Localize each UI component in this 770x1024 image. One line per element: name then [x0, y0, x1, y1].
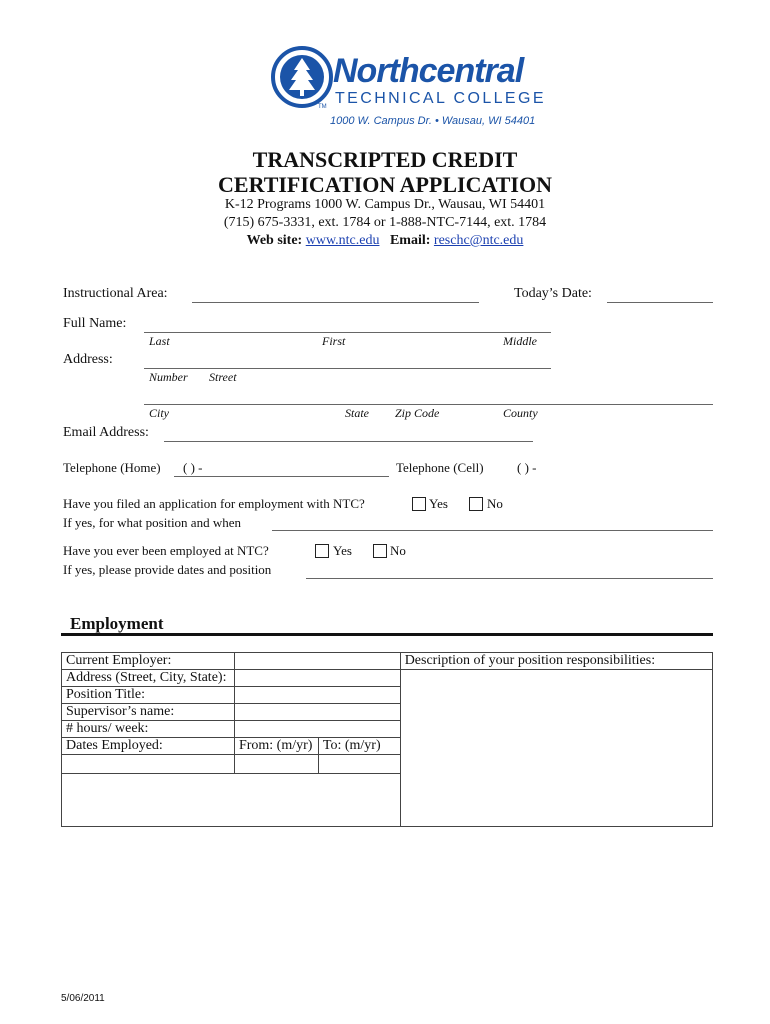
logo-address: 1000 W. Campus Dr. • Wausau, WI 54401 [330, 115, 536, 127]
website-label: Web site: [246, 233, 303, 248]
employed-no-label: No [390, 543, 406, 558]
current-employer-label: Current Employer: [62, 653, 235, 670]
page-title-line1: TRANSCRIPTED CREDIT [252, 147, 518, 172]
website-link[interactable]: www.ntc.edu [305, 233, 380, 248]
filed-no-checkbox[interactable] [469, 497, 483, 511]
filed-yes-label: Yes [429, 496, 448, 511]
city-state-field[interactable] [144, 404, 713, 405]
street-address-field[interactable] [144, 368, 551, 369]
trademark-mark: TM [318, 104, 327, 110]
filed-no-label: No [487, 496, 503, 511]
program-phone: (715) 675-3331, ext. 1784 or 1-888-NTC-7144, ext. 1784 [223, 215, 547, 230]
middle-name-caption: Middle [503, 334, 537, 348]
employed-followup-label: If yes, please provide dates and position [63, 562, 272, 577]
email-link[interactable]: reschc@ntc.edu [433, 233, 524, 248]
tree-seal-icon [270, 44, 334, 110]
position-title-label: Position Title: [62, 687, 235, 704]
from-date-field[interactable]: From: (m/yr) [234, 738, 318, 755]
blank-cell[interactable] [234, 755, 318, 774]
instructional-area-field[interactable] [192, 302, 479, 303]
county-caption: County [503, 406, 538, 420]
employed-followup-field[interactable] [306, 578, 713, 579]
logo-subtitle: TECHNICAL COLLEGE [335, 90, 546, 107]
city-caption: City [149, 406, 169, 420]
employment-heading-rule [61, 633, 713, 636]
email-address-field[interactable] [164, 441, 533, 442]
employed-yes-checkbox[interactable] [315, 544, 329, 558]
blank-cell[interactable] [62, 755, 235, 774]
additional-notes-field[interactable] [62, 774, 401, 827]
revision-date: 5/06/2011 [61, 993, 105, 1004]
hours-label: # hours/ week: [62, 721, 235, 738]
position-title-field[interactable] [234, 687, 400, 704]
current-employer-field[interactable] [234, 653, 400, 670]
email-label: Email: [389, 233, 431, 248]
state-caption: State [345, 406, 369, 420]
employed-question: Have you ever been employed at NTC? [63, 543, 269, 558]
filed-application-question: Have you filed an application for employment with NTC? [63, 496, 365, 511]
full-name-field[interactable] [144, 332, 551, 333]
first-name-caption: First [322, 334, 346, 348]
email-address-label: Email Address: [63, 425, 149, 440]
last-name-caption: Last [149, 334, 170, 348]
supervisor-field[interactable] [234, 704, 400, 721]
employment-table [61, 652, 713, 827]
description-label: Description of your position responsibilities: [400, 653, 712, 670]
supervisor-label: Supervisor’s name: [62, 704, 235, 721]
dates-employed-label: Dates Employed: [62, 738, 235, 755]
number-caption: Number [149, 370, 188, 384]
filed-followup-label: If yes, for what position and when [63, 515, 241, 530]
program-address: K-12 Programs 1000 W. Campus Dr., Wausau, WI 54401 [224, 197, 546, 212]
address-label: Address: [63, 352, 113, 367]
page-title-line2: CERTIFICATION APPLICATION [218, 172, 552, 197]
to-date-field[interactable]: To: (m/yr) [318, 738, 400, 755]
hours-field[interactable] [234, 721, 400, 738]
telephone-home-label: Telephone (Home) [63, 460, 161, 475]
logo-name: Northcentral [333, 52, 524, 90]
employer-address-label: Address (Street, City, State): [62, 670, 235, 687]
zip-caption: Zip Code [395, 406, 440, 420]
description-field[interactable] [400, 670, 712, 827]
blank-cell[interactable] [318, 755, 400, 774]
employment-heading: Employment [70, 614, 164, 633]
filed-followup-field[interactable] [272, 530, 713, 531]
telephone-home-field[interactable] [174, 476, 389, 477]
employed-no-checkbox[interactable] [373, 544, 387, 558]
instructional-area-label: Instructional Area: [63, 286, 168, 301]
full-name-label: Full Name: [63, 316, 127, 331]
street-caption: Street [209, 370, 237, 384]
telephone-home-mask: ( ) - [183, 460, 203, 475]
filed-yes-checkbox[interactable] [412, 497, 426, 511]
todays-date-field[interactable] [607, 302, 713, 303]
todays-date-label: Today’s Date: [514, 286, 592, 301]
employed-yes-label: Yes [333, 543, 352, 558]
telephone-cell-mask: ( ) - [517, 460, 537, 475]
contact-line [0, 233, 770, 249]
employer-address-field[interactable] [234, 670, 400, 687]
telephone-cell-label: Telephone (Cell) [396, 460, 484, 475]
